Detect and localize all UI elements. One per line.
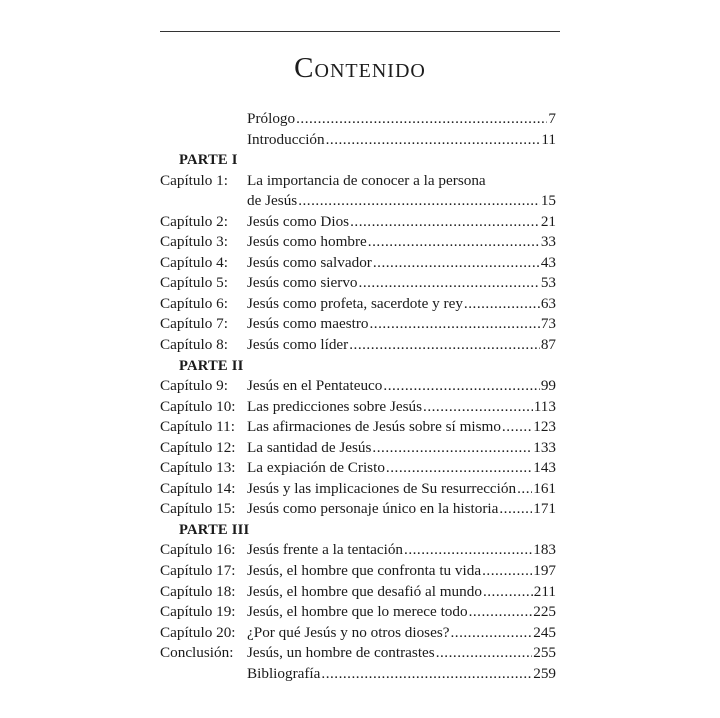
toc-entry-chapter-2[interactable] <box>160 212 556 233</box>
toc-entry-title: Jesús como líder <box>247 336 349 354</box>
toc-page-number: 171 <box>533 500 556 518</box>
chapter-label: Conclusión: <box>160 644 234 662</box>
toc-entry-title: Jesús como hombre <box>247 233 367 251</box>
toc-entry-chapter-14[interactable] <box>160 479 556 500</box>
chapter-label: Capítulo 6: <box>160 294 228 312</box>
dot-leader <box>368 232 540 253</box>
toc-entry-chapter-20[interactable] <box>160 623 556 644</box>
toc-entry-chapter-16[interactable] <box>160 540 556 561</box>
toc-page-number: 113 <box>533 397 556 415</box>
toc-entry-title: La importancia de conocer a la persona <box>247 171 486 189</box>
toc-entry-title: Jesús como personaje único en la historia <box>247 500 499 518</box>
dot-leader <box>450 623 532 644</box>
dot-leader <box>383 376 539 397</box>
toc-entry-chapter-17[interactable] <box>160 561 556 582</box>
toc-page-number: 143 <box>533 459 556 477</box>
toc-entry-chapter-1[interactable] <box>160 171 556 192</box>
toc-entry-chapter-4[interactable] <box>160 253 556 274</box>
toc-entry-chapter-19[interactable] <box>160 602 556 623</box>
toc-entry-chapter-18[interactable] <box>160 582 556 603</box>
toc-entry-chapter-5[interactable] <box>160 273 556 294</box>
toc-entry-chapter-1-continued[interactable] <box>160 191 556 212</box>
dot-leader <box>517 479 532 500</box>
chapter-label: Capítulo 4: <box>160 253 228 271</box>
toc-page-number: 21 <box>540 212 556 230</box>
toc-entry-chapter-3[interactable] <box>160 232 556 253</box>
dot-leader <box>350 212 540 233</box>
dot-leader <box>369 314 539 335</box>
chapter-label: Capítulo 13: <box>160 459 236 477</box>
toc-page-number: 225 <box>533 603 556 621</box>
toc-page-number: 43 <box>540 253 556 271</box>
table-of-contents <box>160 109 556 684</box>
toc-page-number: 133 <box>533 438 556 456</box>
chapter-label: Capítulo 9: <box>160 377 228 395</box>
toc-entry-chapter-11[interactable] <box>160 417 556 438</box>
chapter-label: Capítulo 5: <box>160 274 228 292</box>
toc-entry-chapter-15[interactable] <box>160 499 556 520</box>
toc-entry-chapter-10[interactable] <box>160 397 556 418</box>
dot-leader <box>502 417 532 438</box>
toc-page-number: 33 <box>540 233 556 251</box>
toc-entry-title: Prólogo <box>247 110 296 127</box>
top-rule <box>160 31 560 32</box>
dot-leader <box>464 294 540 315</box>
dot-leader <box>296 109 547 130</box>
toc-page-number: 197 <box>533 562 556 580</box>
toc-entry-title: Jesús y las implicaciones de Su resurrección <box>247 479 517 497</box>
toc-entry-chapter-8[interactable] <box>160 335 556 356</box>
toc-page-number: 259 <box>533 664 556 682</box>
dot-leader <box>499 499 532 520</box>
toc-entry-conclusion[interactable] <box>160 643 556 664</box>
toc-page-number: 15 <box>540 192 556 210</box>
toc-entry-title: Jesús como Dios <box>247 212 350 230</box>
chapter-label: Capítulo 7: <box>160 315 228 333</box>
toc-entry-title: La expiación de Cristo <box>247 459 385 477</box>
part-heading: PARTE II <box>179 357 244 374</box>
toc-entry-chapter-6[interactable] <box>160 294 556 315</box>
chapter-label: Capítulo 11: <box>160 418 235 436</box>
toc-page-number: 211 <box>533 582 556 600</box>
toc-entry-prologo[interactable] <box>160 109 556 130</box>
chapter-label: Capítulo 17: <box>160 562 236 580</box>
chapter-label: Capítulo 12: <box>160 438 236 456</box>
dot-leader <box>404 540 532 561</box>
toc-entry-title: Jesús frente a la tentación <box>247 541 404 559</box>
toc-entry-title: Jesús como salvador <box>247 253 372 271</box>
dot-leader <box>482 561 532 582</box>
chapter-label: Capítulo 10: <box>160 397 236 415</box>
toc-entry-title: Jesús como maestro <box>247 315 369 333</box>
toc-entry-title: Introducción <box>247 130 325 148</box>
chapter-label: Capítulo 2: <box>160 212 228 230</box>
toc-page-number: 87 <box>540 336 556 354</box>
toc-page-number: 123 <box>533 418 556 436</box>
toc-entry-title: Jesús, un hombre de contrastes <box>247 644 435 662</box>
chapter-label: Capítulo 14: <box>160 479 236 497</box>
dot-leader <box>483 582 533 603</box>
toc-entry-chapter-7[interactable] <box>160 314 556 335</box>
toc-entry-title: Jesús, el hombre que confronta tu vida <box>247 562 482 580</box>
toc-entry-title: La santidad de Jesús <box>247 438 372 456</box>
page-title: Contenido <box>294 52 426 84</box>
dot-leader <box>469 602 533 623</box>
toc-entry-bibliografia[interactable] <box>160 664 556 685</box>
toc-entry-chapter-13[interactable] <box>160 458 556 479</box>
toc-entry-title: ¿Por qué Jesús y no otros dioses? <box>247 623 450 641</box>
chapter-label: Capítulo 18: <box>160 582 236 600</box>
toc-page-number: 11 <box>541 130 556 148</box>
dot-leader <box>359 273 540 294</box>
chapter-label: Capítulo 1: <box>160 171 228 189</box>
toc-page-number: 245 <box>533 623 556 641</box>
dot-leader <box>423 397 533 418</box>
dot-leader <box>436 643 533 664</box>
toc-page-number: 161 <box>533 479 556 497</box>
toc-entry-chapter-12[interactable] <box>160 438 556 459</box>
toc-entry-chapter-9[interactable] <box>160 376 556 397</box>
dot-leader <box>298 191 540 212</box>
toc-entry-title: Jesús, el hombre que desafió al mundo <box>247 582 482 600</box>
toc-entry-title: Jesús en el Pentateuco <box>247 377 383 395</box>
part-heading: PARTE III <box>179 521 250 538</box>
dot-leader <box>386 458 532 479</box>
chapter-label: Capítulo 16: <box>160 541 236 559</box>
toc-entry-title: Bibliografía <box>247 664 321 682</box>
chapter-label: Capítulo 3: <box>160 233 228 251</box>
toc-page-number: 255 <box>533 644 556 662</box>
toc-entry-title-continued: de Jesús <box>247 192 298 210</box>
dot-leader <box>321 664 532 685</box>
dot-leader <box>373 253 540 274</box>
toc-page-number: 7 <box>548 110 556 127</box>
dot-leader <box>372 438 532 459</box>
toc-entry-title: Las predicciones sobre Jesús <box>247 397 423 415</box>
chapter-label: Capítulo 15: <box>160 500 236 518</box>
part-heading: PARTE I <box>179 152 238 169</box>
chapter-label: Capítulo 19: <box>160 603 236 621</box>
toc-page-number: 73 <box>540 315 556 333</box>
chapter-label: Capítulo 20: <box>160 623 236 641</box>
toc-entry-title: Las afirmaciones de Jesús sobre sí mismo <box>247 418 501 436</box>
chapter-label: Capítulo 8: <box>160 336 228 354</box>
dot-leader <box>326 130 541 151</box>
toc-page-number: 99 <box>540 377 556 395</box>
dot-leader <box>349 335 540 356</box>
toc-page-number: 183 <box>533 541 556 559</box>
toc-page-number: 63 <box>540 294 556 312</box>
toc-entry-title: Jesús como profeta, sacerdote y rey <box>247 294 463 312</box>
toc-entry-title: Jesús como siervo <box>247 274 358 292</box>
toc-page-number: 53 <box>540 274 556 292</box>
toc-entry-introduccion[interactable] <box>160 130 556 151</box>
toc-entry-title: Jesús, el hombre que lo merece todo <box>247 603 468 621</box>
